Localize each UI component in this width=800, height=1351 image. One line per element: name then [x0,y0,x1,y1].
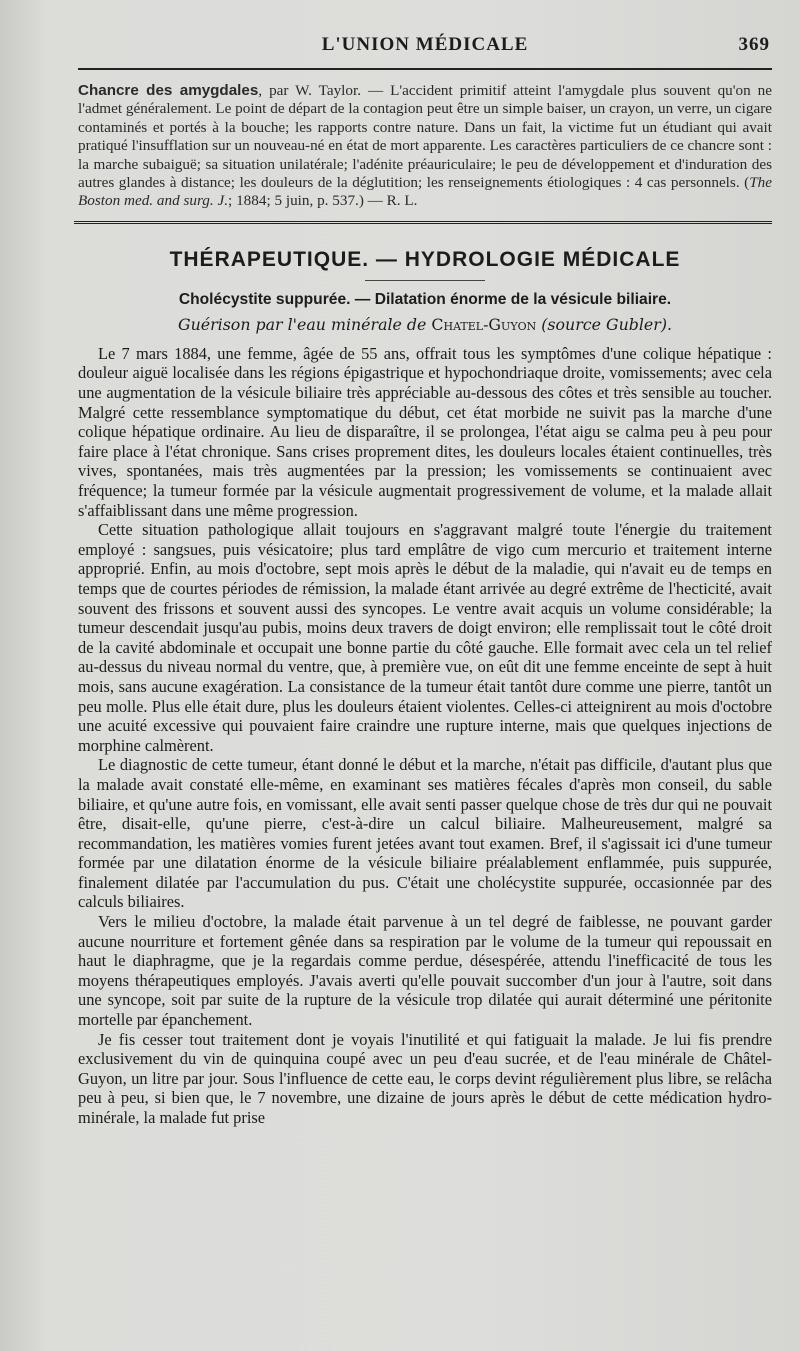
subtitle-place: Chatel-Guyon [431,314,537,334]
article-title: Cholécystite suppurée. — Dilatation énorme de la vésicule biliaire. [178,290,672,308]
abstract-text: , par W. Taylor. — L'accident primitif atteint l'amygdale plus souvent qu'on ne l'admet généralement. Le point de départ de la contagion peut être un simple baiser, un crayon, un verre, un cigare contaminés et portés à la bouche; les rapports contre nature. Dans un fait, la victime fut un étudiant qui avait pratiqué l'insufflation sur un nouveau-né en état de mort apparente. Les caractères particuliers de ce chancre sont : la marche subaiguë; sa situation unilatérale; l'adénite préauriculaire; le peu de développement et d'induration des autres glandes à distance; les douleurs de la déglutition; les renseignements étiologiques : 4 cas personnels. ( [78,82,772,192]
body-paragraph: Je fis cesser tout traitement dont je voyais l'inutilité et qui fatiguait la malade. Je lui fis prendre exclusivement du vin de quinquina coupé avec un peu d'eau sucrée, et de l'eau minérale de Châtel-Guyon, un litre par jour. Sous l'influence de cette eau, le corps devint régulièrement plus libre, se relâcha peu à peu, si bien que, le 7 novembre, une dizaine de jours après le début de cette médication hydro-minérale, la malade fut prise [78,1029,772,1127]
page-number: 369 [738,34,770,55]
running-head [78,34,772,64]
body-paragraph: Le 7 mars 1884, une femme, âgée de 55 ans, offrait tous les symptômes d'une colique hépatique : douleur aiguë localisée dans les régions épigastrique et hypochondriaque droite, vomissements; avec cela une augmentation de la vésicule biliaire très appréciable au-dessous des côtes et très sensible au toucher. Malgré cette ressemblance symptomatique du début, cet état morbide ne suivit pas la marche d'une colique hépatique ordinaire. Au lieu de disparaître, il se prolongea, l'état aigu se calma peu à peu pour faire place à l'état chronique. Sans crises proprement dites, les douleurs locales étaient continuelles, très vives, spontanées, mais très augmentées par la pression; les vomissements se continuaient avec fréquence; la tumeur formée par la vésicule augmentait progressivement de volume, et la malade allait s'affaiblissant dans une même progression. [78,343,772,520]
body-paragraph: Cette situation pathologique allait toujours en s'aggravant malgré toute l'énergie du traitement employé : sangsues, puis vésicatoire; plus tard emplâtre de vigo cum mercurio et traitement interne approprié. Enfin, au mois d'octobre, sept mois après le début de la maladie, qui n'avait eu de temps en temps que de courtes périodes de rémission, la malade étant arrivée au degré extrême de l'hecticité, avait souvent des frissons et souvent aussi des syncopes. Le ventre avait acquis un volume considérable; la tumeur descendait jusqu'au pubis, moins deux travers de doigt environ; elle remplissait tout le côté droit de la cavité abdominale et occupait une bonne partie du côté gauche. Elle formait avec cela un tel relief au-dessus du niveau normal du ventre, que, à première vue, on eût dit une femme enceinte de sept à huit mois, sans aucune exagération. La consistance de la tumeur était tantôt dure comme une pierre, tantôt un peu molle. Plus elle était dure, plus les douleurs étaient violentes. Celles-ci atteignirent au mois d'octobre une acuité excessive qui pouvaient faire craindre une rupture interne, mais que quelques injections de morphine calmèrent. [78,520,772,755]
abstract-paragraph [78,82,772,211]
abstract-journal: The Boston med. and surg. J. [78,174,772,210]
section-title: THÉRAPEUTIQUE. — HYDROLOGIE MÉDICALE [169,247,681,271]
abstract-citation: ; 1884; 5 juin, p. 537.) — R. L. [228,192,418,210]
body-paragraph: Vers le milieu d'octobre, la malade était parvenue à un tel degré de faiblesse, ne pouvant garder aucune nourriture et fortement gênée dans sa respiration par le volume de la tumeur qui repoussait en haut le diaphragme, que je la regardais comme perdue, désespérée, attendu l'inefficacité de tous les moyens thérapeutiques employés. J'avais averti qu'elle pouvait succomber d'un jour à l'autre, soit dans une syncope, soit par suite de la rupture de la vésicule trop dilatée qui aurait déterminé une péritonite mortelle par épanchement. [78,912,772,1030]
article-body [78,344,772,1128]
body-paragraph: Le diagnostic de cette tumeur, étant donné le début et la marche, n'était pas difficile, d'autant plus que la malade avait constaté elle-même, en examinant ses matières fécales d'après mon conseil, du sable biliaire, et qu'une autre fois, en vomissant, elle avait senti passer quelque chose de très dur qui ne pouvait être, disait-elle, qu'une pierre, c'est-à-dire un calcul biliaire. Malheureusement, malgré sa recommandation, les matières vomies furent jetées avant tout examen. Bref, il s'agissait ici d'une tumeur formée par une dilatation énorme de la vésicule biliaire préalablement enflammée, puis suppurée, finalement dilatée par l'accumulation du pus. C'était une cholécystite suppurée, occasionnée par des calculs biliaires. [78,755,772,912]
section-mini-rule [365,280,485,281]
article-subtitle [78,315,772,334]
subtitle-source: (source Gubler). [536,314,673,334]
subtitle-text: Guérison par l'eau minérale de [177,314,432,334]
section-rule [74,221,772,224]
journal-title: L'UNION MÉDICALE [321,34,529,55]
abstract-lead: Chancre des amygdales [78,82,259,99]
header-rule [78,68,772,70]
